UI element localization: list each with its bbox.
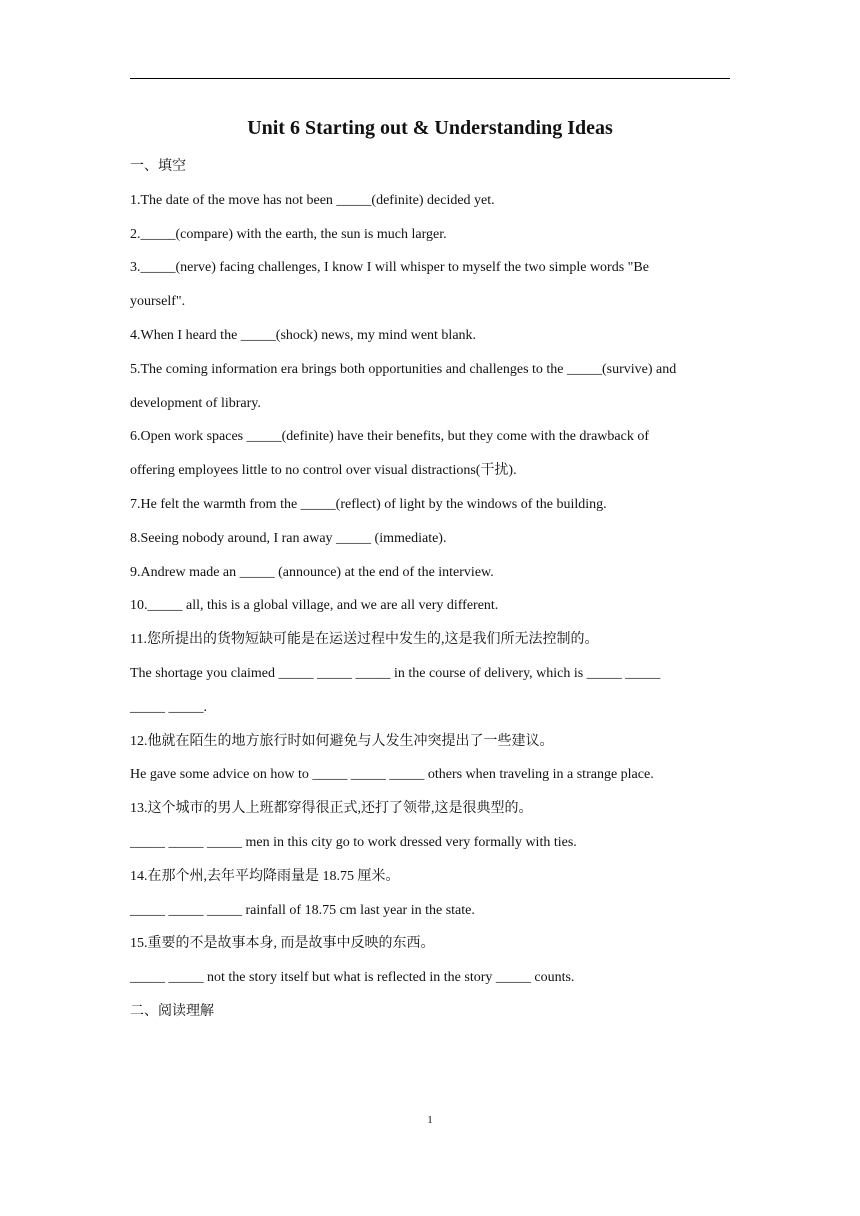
question-4: 4.When I heard the _____(shock) news, my mind went blank. [130, 327, 477, 343]
header-rule [130, 78, 730, 79]
page-number: 1 [427, 1114, 433, 1126]
question-15-english: _____ _____ not the story itself but what is reflected in the story _____ counts. [130, 970, 575, 986]
question-13-chinese: 13.这个城市的男人上班都穿得很正式,还打了领带,这是很典型的。 [130, 801, 533, 817]
question-14-chinese: 14.在那个州,去年平均降雨量是 18.75 厘米。 [130, 868, 400, 884]
question-1: 1.The date of the move has not been _____(definite) decided yet. [130, 192, 495, 208]
question-5-line-1: 5.The coming information era brings both opportunities and challenges to the _____(survive) and [130, 361, 677, 377]
question-2: 2._____(compare) with the earth, the sun is much larger. [130, 226, 447, 242]
question-14-english: _____ _____ _____ rainfall of 18.75 cm last year in the state. [130, 902, 475, 918]
worksheet-content [130, 150, 730, 1029]
question-3-line-2: yourself". [130, 294, 186, 310]
question-7: 7.He felt the warmth from the _____(reflect) of light by the windows of the building. [130, 496, 607, 512]
question-11-chinese: 11.您所提出的货物短缺可能是在运送过程中发生的,这是我们所无法控制的。 [130, 632, 599, 648]
question-3-line-1: 3._____(nerve) facing challenges, I know I will whisper to myself the two simple words "Be [130, 260, 649, 276]
question-11-english-line-2: _____ _____. [130, 699, 207, 715]
question-6-line-1: 6.Open work spaces _____(definite) have their benefits, but they come with the drawback of [130, 429, 649, 445]
section-heading-reading: 二、阅读理解 [130, 1003, 214, 1019]
question-12-chinese: 12.他就在陌生的地方旅行时如何避免与人发生冲突提出了一些建议。 [130, 733, 554, 749]
question-12-english: He gave some advice on how to _____ _____ _____ others when traveling in a strange place. [130, 767, 654, 783]
question-11-english-line-1: The shortage you claimed _____ _____ _____ in the course of delivery, which is _____ _____ [130, 665, 661, 681]
question-13-english: _____ _____ _____ men in this city go to work dressed very formally with ties. [130, 834, 577, 850]
question-8: 8.Seeing nobody around, I ran away _____ (immediate). [130, 530, 447, 546]
question-9: 9.Andrew made an _____ (announce) at the end of the interview. [130, 564, 494, 580]
question-5-line-2: development of library. [130, 395, 261, 411]
question-10: 10._____ all, this is a global village, and we are all very different. [130, 598, 499, 614]
section-heading-fill-blank: 一、填空 [130, 159, 186, 174]
question-15-chinese: 15.重要的不是故事本身, 而是故事中反映的东西。 [130, 936, 435, 952]
question-6-line-2: offering employees little to no control over visual distractions(干扰). [130, 463, 517, 479]
page-title: Unit 6 Starting out & Understanding Ideas [247, 117, 613, 139]
